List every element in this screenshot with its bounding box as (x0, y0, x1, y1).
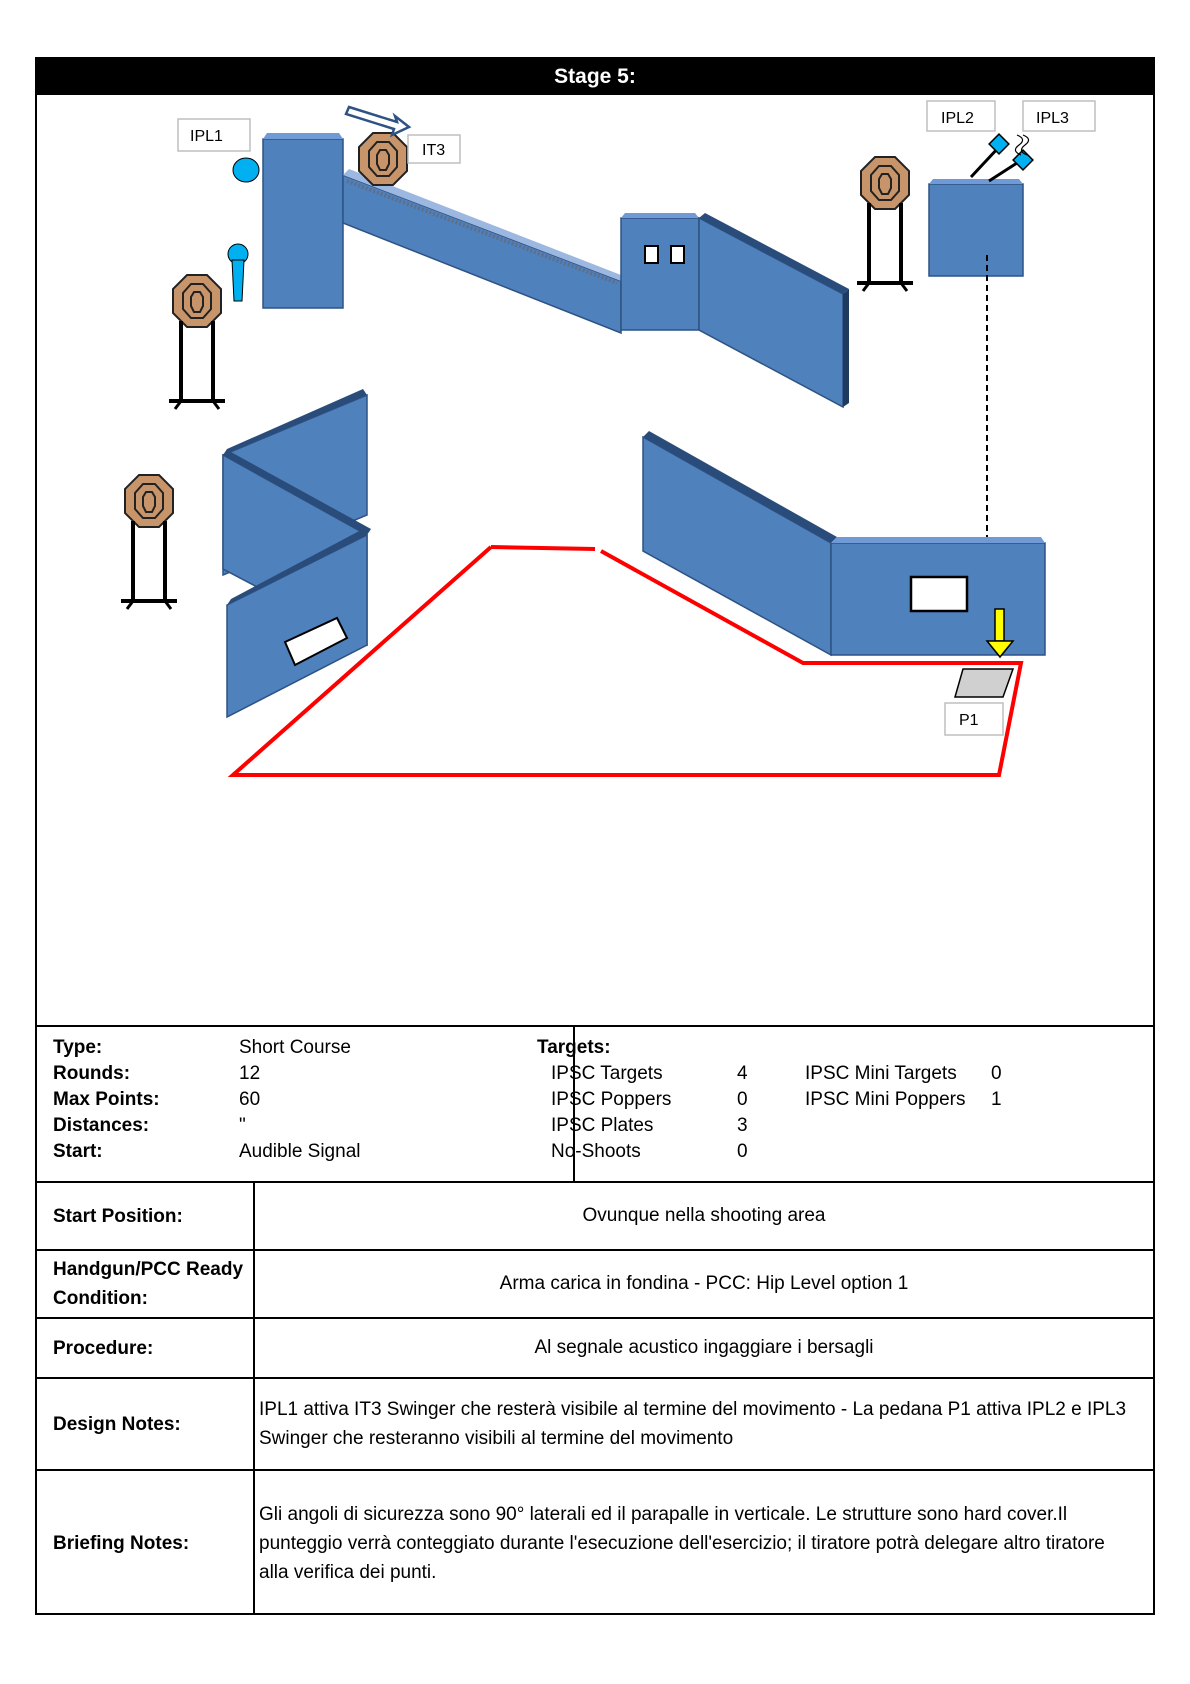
svg-text:IPL1: IPL1 (190, 128, 223, 145)
shooting-area-fault-line (491, 547, 595, 549)
stage-diagram (37, 95, 1153, 1025)
type-value: Short Course (239, 1037, 351, 1058)
row-briefing-notes (37, 1469, 1153, 1615)
target-ipsc-mini-targets-name: IPSC Mini Targets (805, 1063, 957, 1084)
label-ipl2 (927, 101, 995, 131)
ready-condition-label: Handgun/PCC Ready Condition: (53, 1259, 244, 1309)
stage-info (37, 1025, 1153, 1181)
label-it3 (408, 135, 460, 163)
pressure-pad-p1 (955, 669, 1013, 697)
target-ipsc-mini-poppers-name: IPSC Mini Poppers (805, 1089, 966, 1110)
label-p1 (945, 703, 1003, 735)
start-position-label: Start Position: (53, 1205, 183, 1227)
procedure-value: Al segnale acustico ingaggiare i bersagli (534, 1337, 874, 1358)
briefing-notes-value: Gli angoli di sicurezza sono 90° laterali ed il parapalle in verticale. Le strutture sono hard cover.Il punteggio verrà conteggiato durante l'esecuzione dell'esercizio; il tiratore potrà delegare altro tiratore alla verifica dei punti. (259, 1503, 1105, 1583)
svg-text:IT3: IT3 (422, 142, 446, 159)
ready-condition-value: Arma carica in fondina - PCC: Hip Level option 1 (499, 1273, 909, 1294)
target-ipsc-plates-count: 3 (737, 1115, 748, 1136)
target-ipsc-plates-name: IPSC Plates (551, 1115, 654, 1136)
mini-popper (228, 244, 248, 301)
plates-ipl2-ipl3 (971, 134, 1033, 181)
target-it3 (359, 133, 407, 185)
distances-value: " (239, 1115, 246, 1136)
target-ipsc-mini-poppers-count: 1 (991, 1089, 1002, 1110)
target-no-shoots-count: 0 (737, 1141, 748, 1162)
procedure-label: Procedure: (53, 1337, 154, 1359)
wall-long-diagonal (343, 169, 621, 333)
stage-title: Stage 5: (37, 59, 1153, 95)
swing-arrow-icon (346, 107, 409, 135)
max-points-value: 60 (239, 1089, 261, 1110)
wall-diagonal-right (699, 213, 849, 407)
start-label: Start: (53, 1141, 103, 1162)
row-procedure (37, 1317, 1153, 1377)
label-ipl3 (1023, 101, 1095, 131)
wall-middle-block (621, 213, 699, 330)
svg-text:P1: P1 (959, 712, 979, 729)
target-no-shoots-name: No-Shoots (551, 1141, 641, 1162)
start-position-value: Ovunque nella shooting area (582, 1205, 826, 1226)
target-ipsc-poppers-name: IPSC Poppers (551, 1089, 672, 1110)
wall-lower-right (643, 431, 1045, 655)
row-design-notes (37, 1377, 1153, 1469)
row-start-position (37, 1181, 1153, 1249)
label-ipl1 (178, 119, 250, 151)
wall-left-zigzag (223, 389, 371, 717)
stage-sheet (35, 57, 1155, 1615)
target-right-stand (857, 157, 913, 291)
target-ipsc-poppers-count: 0 (737, 1089, 748, 1110)
distances-label: Distances: (53, 1115, 150, 1136)
wall-upper-right (929, 179, 1023, 276)
rounds-label: Rounds: (53, 1063, 131, 1084)
rounds-value: 12 (239, 1063, 261, 1084)
design-notes-label: Design Notes: (53, 1413, 181, 1435)
wall-upper-left (263, 133, 343, 308)
targets-label: Targets: (537, 1037, 611, 1058)
briefing-notes-label: Briefing Notes: (53, 1532, 190, 1554)
max-points-label: Max Points: (53, 1089, 160, 1110)
svg-text:IPL3: IPL3 (1036, 110, 1069, 127)
design-notes-value: IPL1 attiva IT3 Swinger che resterà visibile al termine del movimento - La pedana P1 attiva IPL2 e IPL3 Swinger che resteranno visibili al termine del movimento (259, 1399, 1127, 1449)
target-ipsc-mini-targets-count: 0 (991, 1063, 1002, 1084)
row-ready-condition (37, 1249, 1153, 1317)
target-ipsc-targets-count: 4 (737, 1063, 748, 1084)
type-label: Type: (53, 1037, 103, 1058)
plate-ipl1 (233, 158, 259, 182)
target-left-stand (169, 275, 225, 409)
svg-text:IPL2: IPL2 (941, 110, 974, 127)
start-value: Audible Signal (239, 1141, 361, 1162)
target-left-lower-stand (121, 475, 177, 609)
target-ipsc-targets-name: IPSC Targets (551, 1063, 663, 1084)
